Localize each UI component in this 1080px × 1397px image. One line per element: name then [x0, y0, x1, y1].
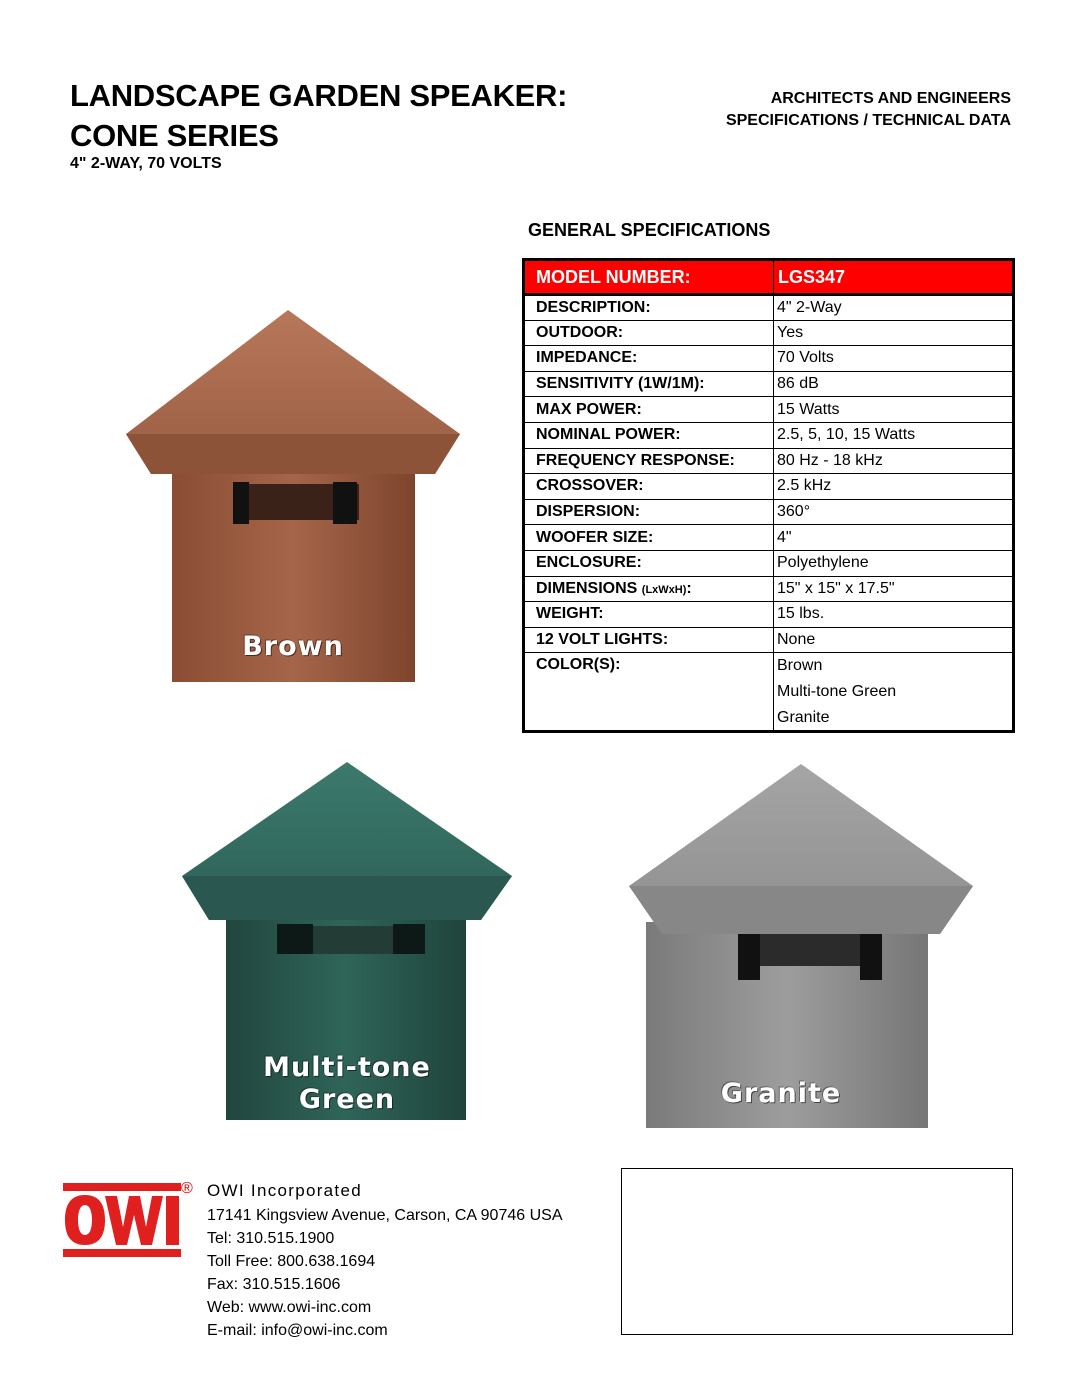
document-type	[726, 88, 1011, 132]
spec-value: 360°	[774, 499, 1014, 525]
spec-row	[524, 397, 1014, 423]
spec-row	[524, 422, 1014, 448]
spec-label-text: NOMINAL POWER:	[536, 426, 681, 444]
spec-label	[524, 499, 774, 525]
color-option: Multi-tone Green	[777, 682, 897, 700]
document-type-line-2: SPECIFICATIONS / TECHNICAL DATA	[725, 112, 1011, 129]
spec-row	[524, 550, 1014, 576]
spec-label	[524, 371, 774, 397]
spec-row	[524, 448, 1014, 474]
spec-label	[524, 525, 774, 551]
green-label-line-1: Multi-tone	[263, 1052, 431, 1083]
spec-row	[524, 602, 1014, 628]
spec-row	[524, 295, 1014, 321]
spec-label	[524, 550, 774, 576]
spec-row	[524, 525, 1014, 551]
spec-row	[524, 474, 1014, 500]
spec-value: Polyethylene	[774, 550, 1014, 576]
spec-value: 15 lbs.	[774, 602, 1014, 628]
page-subtitle: 4" 2-WAY, 70 VOLTS	[70, 155, 222, 172]
green-label	[181, 1052, 513, 1116]
brown-label: Brown	[242, 631, 344, 662]
document-type-line-1: ARCHITECTS AND ENGINEERS	[770, 90, 1011, 107]
spec-label	[524, 397, 774, 423]
spec-value: Yes	[774, 320, 1014, 346]
spec-row	[524, 499, 1014, 525]
spec-row	[524, 320, 1014, 346]
spec-label	[524, 320, 774, 346]
spec-label-text: WEIGHT:	[536, 605, 604, 623]
granite-speaker-photo	[628, 762, 974, 1128]
spec-label	[524, 346, 774, 372]
green-speaker-photo	[181, 760, 513, 1120]
green-label-line-2: Green	[298, 1084, 396, 1115]
spec-label	[524, 474, 774, 500]
colors-value	[774, 653, 1014, 732]
spec-label	[524, 602, 774, 628]
spec-label-text: DISPERSION:	[536, 503, 641, 521]
spec-row	[524, 627, 1014, 653]
company-name: OWI Incorporated	[207, 1181, 362, 1200]
spec-label-suffix: (LxWxH)	[641, 583, 687, 596]
spec-value: 4"	[774, 525, 1014, 551]
web-link[interactable]: Web: www.owi-inc.com	[207, 1299, 372, 1316]
registered-mark: ®	[181, 1180, 193, 1197]
spec-label	[524, 422, 774, 448]
spec-label-text: SENSITIVITY (1W/1M):	[536, 375, 705, 393]
spec-label-text: CROSSOVER:	[536, 477, 644, 495]
toll-free: Toll Free: 800.638.1694	[207, 1253, 376, 1270]
telephone: Tel: 310.515.1900	[207, 1230, 335, 1247]
spec-value: 86 dB	[774, 371, 1014, 397]
spec-row	[524, 576, 1014, 602]
spec-label-text: DIMENSIONS	[536, 579, 638, 597]
spec-label	[524, 448, 774, 474]
brown-speaker-image	[125, 308, 461, 682]
spec-table	[522, 258, 1015, 733]
title-line-1: LANDSCAPE GARDEN SPEAKER:	[70, 78, 568, 113]
color-option: Granite	[777, 708, 830, 726]
colors-row	[524, 653, 1014, 732]
spec-label-text: MAX POWER:	[536, 400, 642, 418]
brown-speaker-photo	[125, 308, 461, 682]
spec-value: 2.5 kHz	[774, 474, 1014, 500]
fax: Fax: 310.515.1606	[207, 1276, 341, 1293]
spec-value: 80 Hz - 18 kHz	[774, 448, 1014, 474]
owi-logo-icon	[63, 1183, 181, 1257]
spec-label	[524, 627, 774, 653]
address: 17141 Kingsview Avenue, Carson, CA 90746 USA	[207, 1207, 563, 1224]
page-title	[70, 76, 670, 156]
model-row	[524, 260, 1014, 295]
model-value: LGS347	[774, 260, 1014, 295]
spec-label-text: WOOFER SIZE:	[536, 528, 654, 546]
spec-label-text: FREQUENCY RESPONSE:	[536, 451, 735, 469]
spec-value: 70 Volts	[774, 346, 1014, 372]
granite-label: Granite	[720, 1078, 842, 1109]
spec-label-text: 12 VOLT LIGHTS:	[536, 631, 669, 649]
spec-row	[524, 346, 1014, 372]
contact-info	[207, 1204, 563, 1342]
spec-label-text: OUTDOOR:	[536, 323, 624, 341]
spec-value: None	[774, 627, 1014, 653]
spec-label-text: IMPEDANCE:	[536, 349, 638, 367]
specs-heading: GENERAL SPECIFICATIONS	[528, 220, 771, 240]
model-label: MODEL NUMBER:	[524, 260, 774, 295]
email-link[interactable]: E-mail: info@owi-inc.com	[207, 1322, 388, 1339]
spec-value: 15" x 15" x 17.5"	[774, 576, 1014, 602]
spec-value: 2.5, 5, 10, 15 Watts	[774, 422, 1014, 448]
granite-speaker-image	[628, 762, 974, 1128]
spec-label-text: ENCLOSURE:	[536, 554, 642, 572]
spec-label	[524, 295, 774, 321]
spec-value: 4" 2-Way	[774, 295, 1014, 321]
spec-label-end: :	[686, 579, 692, 597]
dealer-stamp-box	[621, 1168, 1013, 1335]
owi-logo	[63, 1183, 181, 1257]
spec-value: 15 Watts	[774, 397, 1014, 423]
color-option: Brown	[777, 657, 823, 675]
spec-label-text: DESCRIPTION:	[536, 298, 651, 316]
colors-label: COLOR(S):	[524, 653, 774, 732]
spec-row	[524, 371, 1014, 397]
spec-label	[524, 576, 774, 602]
title-line-2: CONE SERIES	[70, 118, 279, 153]
